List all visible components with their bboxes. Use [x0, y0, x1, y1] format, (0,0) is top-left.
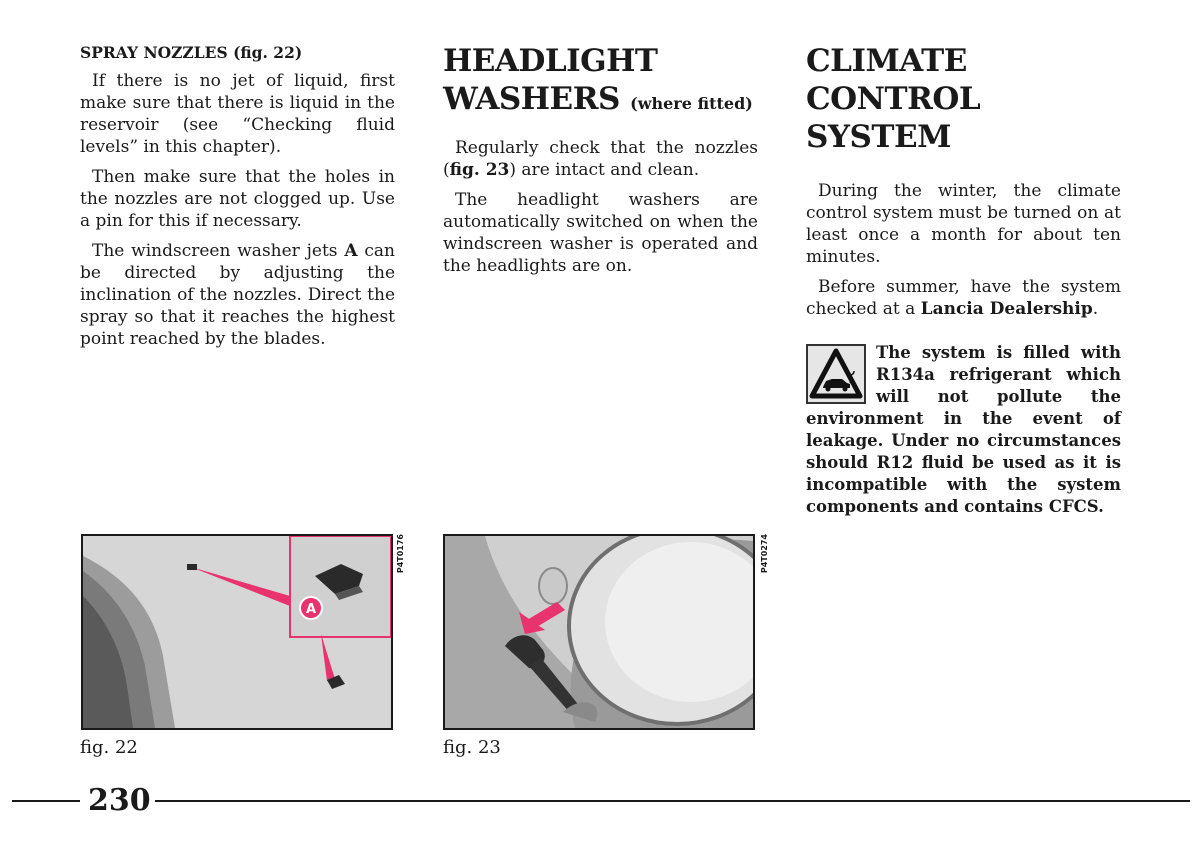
column-spray-nozzles	[80, 42, 395, 358]
climate-heading	[806, 42, 1121, 156]
figure-22-washer-nozzles	[81, 534, 393, 730]
page-rule-right	[155, 800, 1190, 802]
climate-heading-line1: CLIMATE	[806, 43, 967, 79]
where-fitted-note: (where fitted)	[630, 94, 753, 113]
callout-a-label: A	[305, 602, 317, 617]
refrigerant-warning	[806, 342, 1121, 518]
headlight-para-2: The headlight washers are automatically switched on when the windscreen washer is operated and the headlights are on.	[443, 190, 758, 276]
para-3-bold: A	[344, 241, 358, 261]
climate-para-2	[806, 276, 1121, 320]
figure-22-caption: fig. 22	[80, 737, 138, 758]
figure-22-illustration	[83, 536, 391, 728]
column-climate-control	[806, 42, 1121, 328]
spray-nozzles-para-1: If there is no jet of liquid, first make sure that there is liquid in the reservoir (see “Checking fluid levels” in this chapter).	[80, 71, 395, 157]
headlight-heading-word: WASHERS	[443, 81, 620, 117]
spray-nozzles-title: SPRAY NOZZLES	[80, 43, 228, 62]
climate-p2-a: Before summer, have the system checked at a	[806, 277, 1121, 319]
environment-warning-icon	[806, 344, 866, 404]
climate-p2-b: .	[1092, 299, 1099, 319]
figure-23-caption: fig. 23	[443, 737, 501, 758]
headlight-heading-line1: HEADLIGHT	[443, 43, 658, 79]
figure-23-illustration	[445, 536, 753, 728]
headlight-heading-line2	[443, 80, 758, 123]
page-number: 230	[88, 783, 151, 818]
spray-nozzles-para-2: Then make sure that the holes in the nozzles are not clogged up. Use a pin for this if necessary.	[80, 167, 395, 231]
headlight-p1-bold: fig. 23	[449, 160, 510, 180]
column-headlight-washers	[443, 42, 758, 285]
headlight-p1-a: Regularly check that the nozzles (	[443, 138, 758, 180]
figure-23-headlight-washer	[443, 534, 755, 730]
figure-23-code: P4T0274	[760, 534, 769, 574]
headlight-para-1	[443, 137, 758, 181]
para-3-text-a: The windscreen washer jets	[92, 241, 345, 261]
climate-p2-bold: Lancia Dealership	[920, 299, 1093, 319]
figure-22-code: P4T0176	[396, 534, 405, 574]
spray-nozzles-fig-ref: (fig. 22)	[233, 43, 303, 62]
page-rule-left	[12, 800, 80, 802]
spray-nozzles-heading	[80, 42, 395, 64]
climate-para-1: During the winter, the climate control system must be turned on at least once a month for about ten minutes.	[806, 181, 1121, 267]
para-3-text-b: can be directed by adjusting the inclination of the nozzles. Direct the spray so that it reaches the highest point reached by the blades.	[80, 241, 395, 349]
spray-nozzles-para-3	[80, 240, 395, 350]
headlight-washers-heading	[443, 42, 758, 123]
headlight-p1-b: ) are intact and clean.	[509, 160, 700, 180]
warning-text: The system is filled with R134a refrigerant which will not pollute the environment in the event of leakage. Under no circumstances should R12 fluid be used as it is incompatible with the system components and contains CFCS.	[806, 343, 1121, 516]
climate-heading-line2: CONTROL SYSTEM	[806, 81, 981, 155]
